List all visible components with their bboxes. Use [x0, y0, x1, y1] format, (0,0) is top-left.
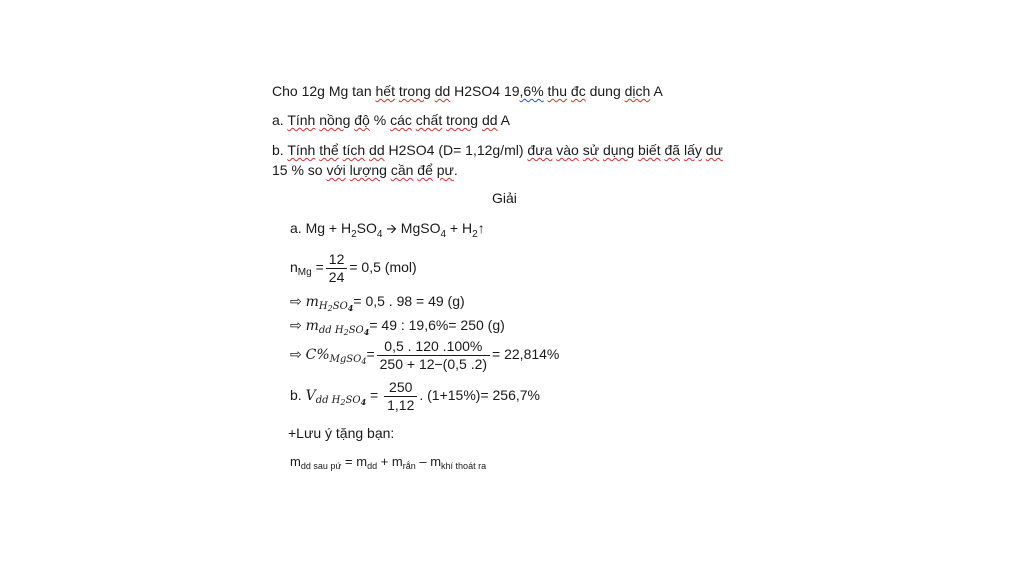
implies-arrow-icon: ⇨	[290, 293, 302, 309]
fraction-12-24: $\frac{12}{24}$	[326, 251, 348, 286]
implies-arrow-icon: ⇨	[290, 317, 302, 333]
reaction-equation: a. $Mg + H_2SO_4$ 🡪 MgSO$_4$ + $H_2↑$	[290, 220, 485, 240]
fraction-250-1-12: $\frac{250}{1,12}$	[384, 379, 417, 414]
v-dd-formula: b. $V_{dd H2SO4}$ = $\frac{250}{1,12}$ . (1+15%)= 256,7%	[290, 378, 540, 413]
problem-line-4: 15 % so với lượng cần để pư.	[272, 162, 458, 178]
note-title: +Lưu ý tặng bạn:	[288, 425, 395, 441]
problem-line-2: a. Tính nồng độ % các chất trong dd A	[272, 112, 510, 128]
implies-arrow-icon: ⇨	[290, 346, 302, 362]
m-dd-formula: ⇨ $m_{dd H2SO4}= 49$ : 19,6%= 250 (g)	[290, 317, 505, 337]
n-mg-formula: $n_{Mg}$ = $\frac{12}{24}$ = 0,5 (mol)	[290, 250, 417, 285]
note-formula: $m_{dd sau pứ} = m_{dd} + m_{rắn} - m_{khí thoát ra}$	[290, 454, 487, 471]
solution-heading: Giải	[492, 190, 517, 206]
fraction-c-percent: $\frac{0,5 . 120 .100\%}{250 + 12-(0,5 .2)}$	[377, 338, 490, 373]
m-h2so4-formula: ⇨ $m_{H2SO4}= 0,5$ . 98 = 49 (g)	[290, 293, 465, 313]
c-percent-formula: ⇨ $C\%_{MgSO4}=$ $\frac{0,5 . 120 .100\%}{250 + 12-(0,5 .2)}$ = 22,814%	[290, 337, 560, 372]
reaction-arrow-icon: 🡪	[386, 222, 397, 237]
problem-line-1: Cho 12g Mg tan hết trong dd H2SO4 19,6% thu đc dung dịch A	[272, 83, 663, 99]
problem-line-3: b. Tính thể tích dd H2SO4 (D= 1,12g/ml) đưa vào sử dụng biết đã lấy dư	[272, 142, 723, 158]
